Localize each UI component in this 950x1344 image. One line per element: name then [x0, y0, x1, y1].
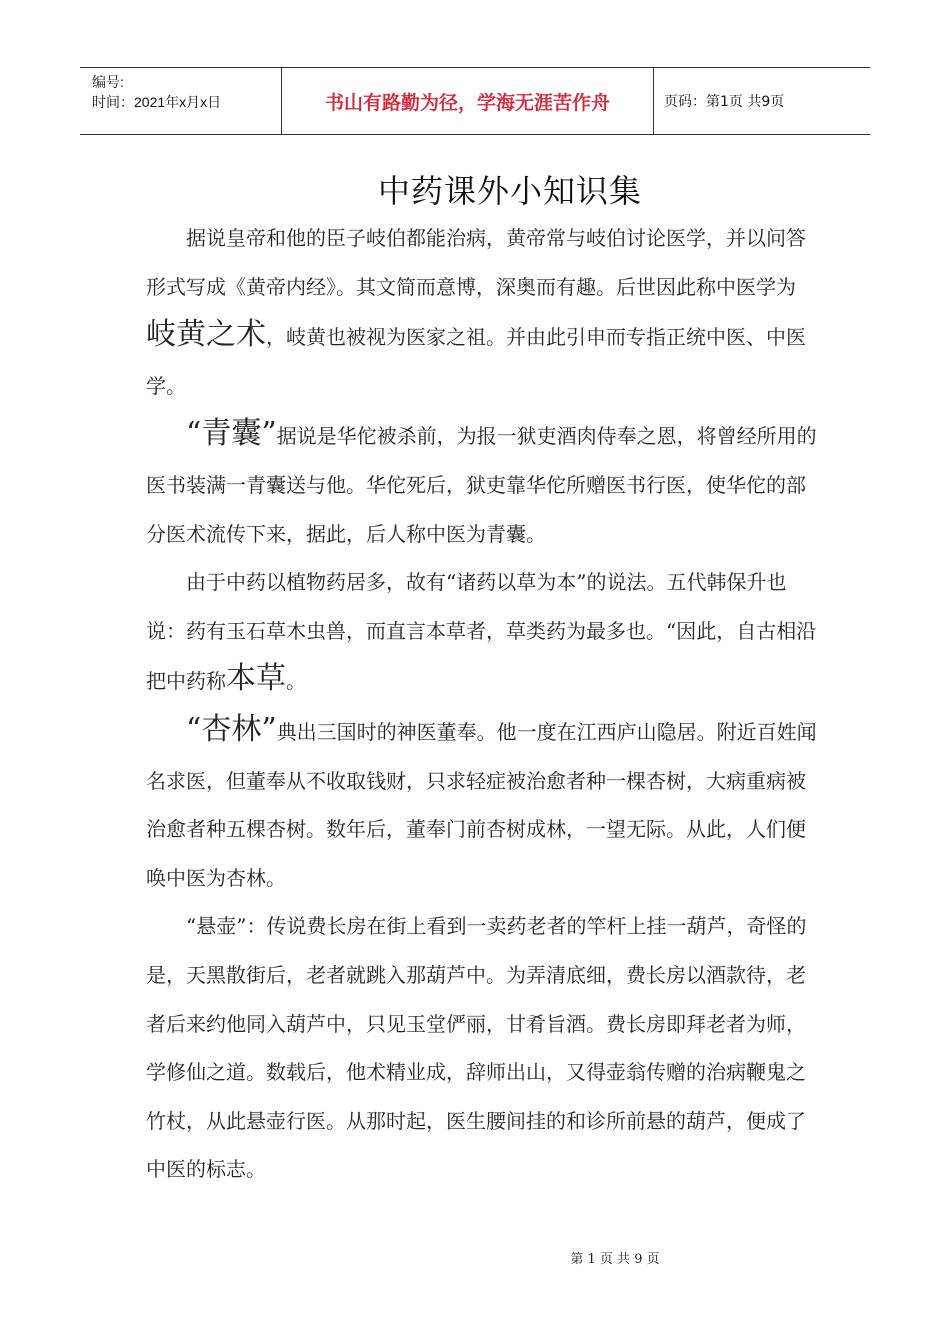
time-label: 时间：2021年x月x日 — [92, 94, 222, 110]
paragraph-xinglin: “杏林”典出三国时的神医董奉。他一度在江西庐山隐居。附近百姓闻名求医，但董奉从不收取钱财，只求轻症被治愈者种一棵杏树，大病重病被治愈者种五棵杏树。数年后，董奉门前杏树成林，一望无际。从此，人们便唤中医为杏林。 — [146, 711, 817, 890]
motto-text: 书山有路勤为径，学海无涯苦作舟 — [324, 91, 610, 114]
header-page-cell — [654, 68, 870, 134]
emphasis-term: 本草 — [226, 661, 286, 697]
header-table — [80, 67, 870, 135]
page-label: 页码：第1页 共9页 — [664, 94, 785, 110]
number-label: 编号: — [92, 74, 124, 90]
document-body — [146, 214, 818, 1194]
emphasis-term: “杏林” — [186, 711, 277, 747]
header-meta-cell — [80, 68, 282, 134]
paragraph-qingnang: “青囊”据说是华佗被杀前，为报一狱吏酒肉侍奉之恩，将曾经所用的医书装满一青囊送与他。华佗死后，狱吏靠华佗所赠医书行医，使华佗的部分医术流传下来，据此，后人称中医为青囊。 — [146, 416, 817, 546]
page-footer: 第 1 页 共 9 页 — [570, 1252, 660, 1267]
paragraph-bencao: 由于中药以植物药居多，故有“诸药以草为本”的说法。五代韩保升也说：药有玉石草木虫兽，而直言本草者，草类药为最多也。“因此，自古相沿把中药称本草。 — [146, 570, 817, 697]
emphasis-term: 岐黄之术 — [146, 317, 266, 353]
paragraph-qihuang: 据说皇帝和他的臣子岐伯都能治病，黄帝常与岐伯讨论医学，并以问答形式写成《黄帝内经》。其文简而意博，深奥而有趣。后世因此称中医学为岐黄之术，岐黄也被视为医家之祖。并由此引申而专指正统中医、中医学。 — [146, 226, 806, 398]
header-motto-cell — [282, 68, 654, 134]
paragraph-xuanhu: “悬壶”：传说费长房在街上看到一卖药老者的竿杆上挂一葫芦，奇怪的是，天黑散街后，老者就跳入那葫芦中。为弄清底细，费长房以酒款待，老者后来约他同入葫芦中，只见玉堂俨丽，甘肴旨酒。费长房即拜老者为师，学修仙之道。数载后，他术精业成，辞师出山，又得壶翁传赠的治病鞭鬼之竹杖，从此悬壶行医。从那时起，医生腰间挂的和诊所前悬的葫芦，便成了中医的标志。 — [146, 914, 807, 1182]
emphasis-term: “青囊” — [186, 416, 277, 452]
document-title: 中药课外小知识集 — [377, 172, 642, 210]
